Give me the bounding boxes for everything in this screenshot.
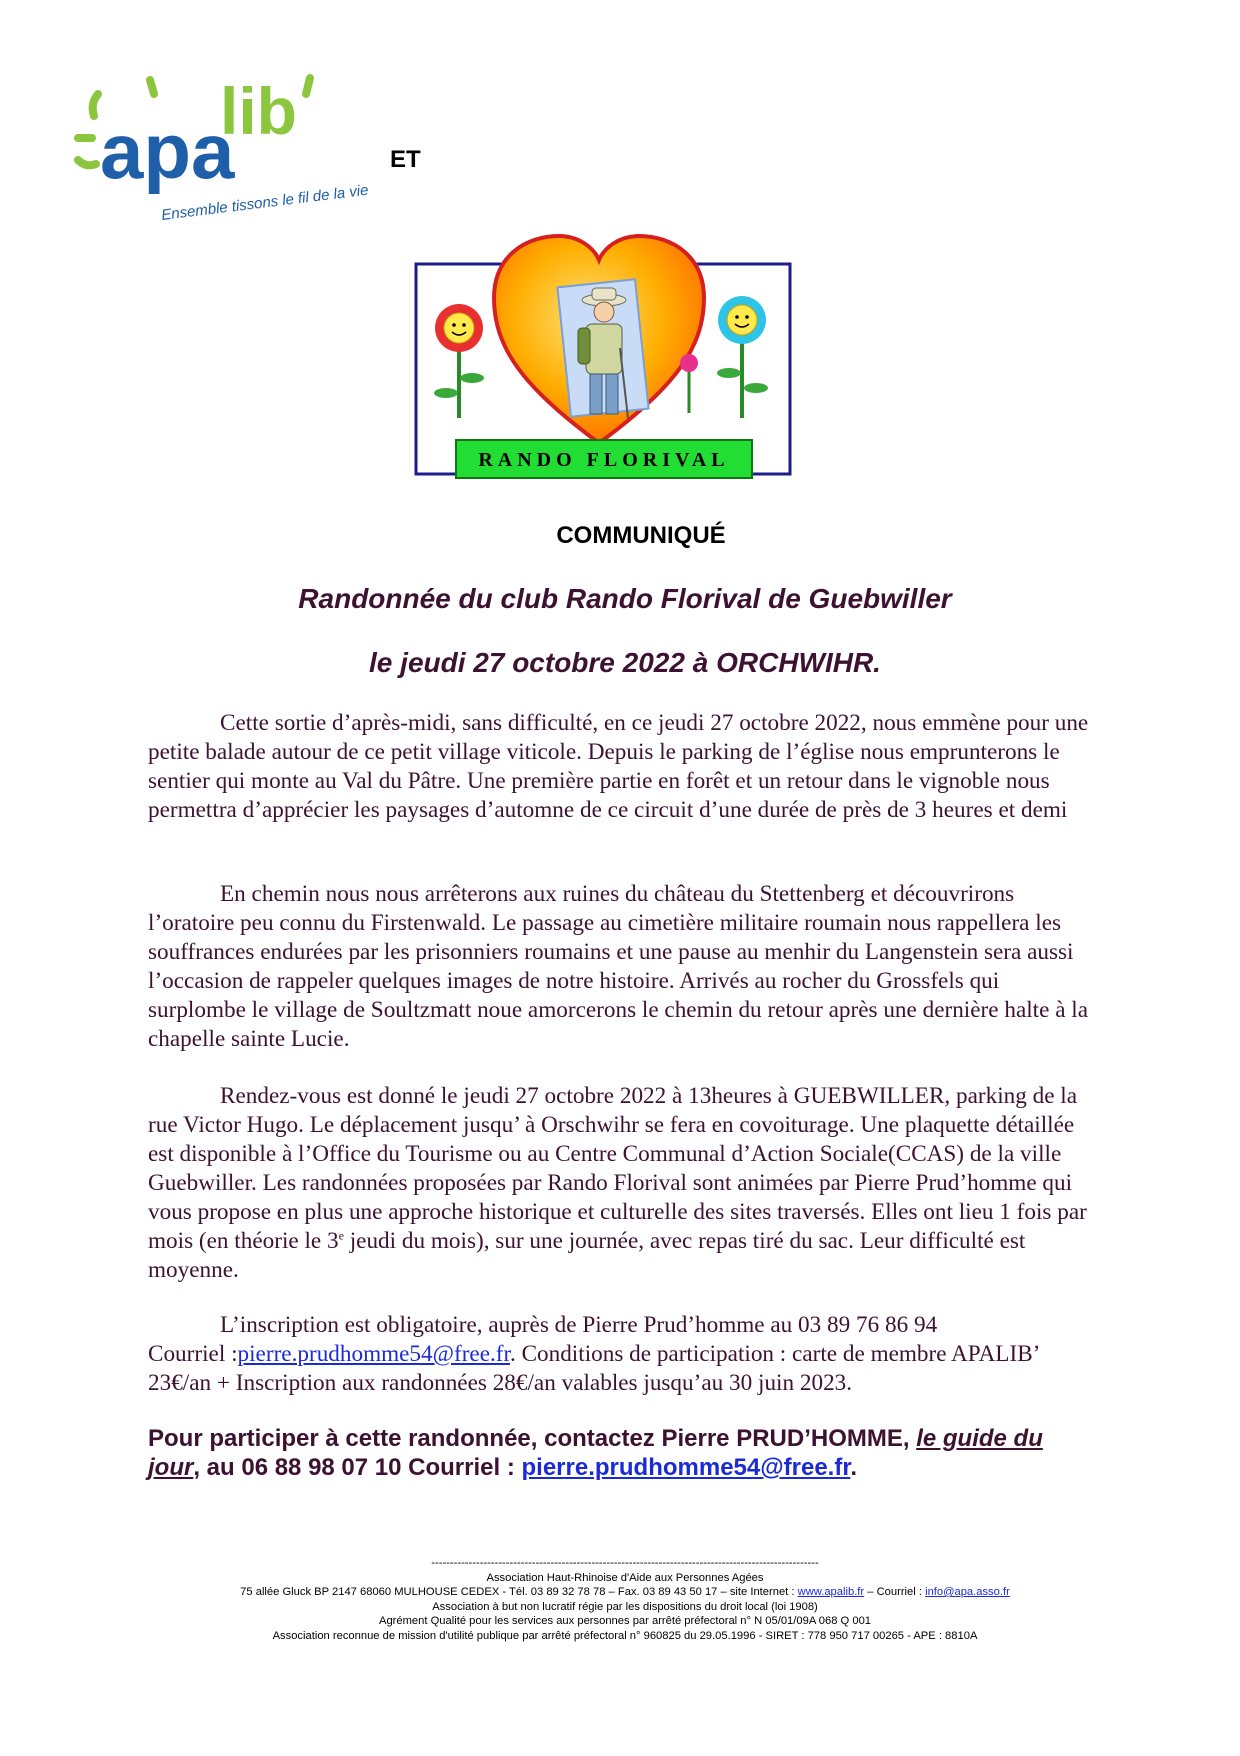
footer-legal-status: Association à but non lucratif régie par les dispositions du droit local (loi 1908) (432, 1600, 818, 1613)
footer (0, 1556, 1240, 1643)
et-label: ET (390, 146, 421, 173)
contact-phone-text: , au 06 88 98 07 10 Courriel : (193, 1454, 522, 1481)
guide-label: le guide du jour (148, 1425, 1043, 1481)
headline-line-1: Randonnée du club Rando Florival de Guebwiller (298, 583, 952, 614)
svg-text:apa: apa (100, 107, 235, 195)
headline-line-2: le jeudi 27 octobre 2022 à ORCHWIHR. (369, 647, 881, 678)
paragraph-rendezvous (148, 1082, 1098, 1285)
footer-agrement: Agrément Qualité pour les services aux personnes par arrêté préfectoral n° N 05/01/09A 068 Q 001 (378, 1615, 872, 1627)
rando-banner-text: RANDO FLORIVAL (478, 449, 730, 471)
footer-email-link[interactable]: info@apa.asso.fr (925, 1586, 1010, 1598)
rando-florival-illustration (414, 228, 804, 490)
rendezvous-text: Rendez-vous est donné le jeudi 27 octobre 2022 à 13heures à GUEBWILLER, parking de la rue Victor Hugo. Le déplacement jusqu’ à Orschwihr se fera en covoiturage. Une plaquette détaillée est disponible à l’Office du Tourisme ou au Centre Communal d’Action Sociale(CCAS) de la ville Guebwiller. Les randonnées proposées par Rando Florival sont animées par Pierre Prud’homme qui vous propose en plus une approche historique et culturelle des sites traversés. Elles ont lieu 1 fois par mois (en théorie le 3 (148, 1083, 1087, 1254)
paragraph-intro: Cette sortie d’après-midi, sans difficulté, en ce jeudi 27 octobre 2022, nous emmène pour une petite balade autour de ce petit village viticole. Depuis le parking de l’église nous emprunterons le sentier qui monte au Val du Pâtre. Une première partie en forêt et un retour dans le vignoble nous permettra d’apprécier les paysages d’automne de ce circuit d’une durée de près de 3 heures et demi (148, 710, 1089, 823)
courriel-label: Courriel : (148, 1341, 238, 1367)
rando-florival-logo (414, 228, 804, 490)
ordinal-suffix: e (338, 1228, 344, 1243)
communique-label: COMMUNIQUÉ (556, 522, 726, 549)
conditions-text: . Conditions de participation : carte de membre APALIB’ 23€/an + Inscription aux randonnées 28€/an valables jusqu’au 30 juin 2023. (148, 1341, 1039, 1396)
footer-courriel-text: – Courriel : (864, 1586, 926, 1598)
contact-callout (148, 1424, 1098, 1482)
contact-email-link[interactable]: pierre.prudhomme54@free.fr (521, 1454, 851, 1481)
organizer-email-link[interactable]: pierre.prudhomme54@free.fr (237, 1341, 510, 1367)
footer-separator: -------------------------------------------------------------------------------------------------------- (431, 1557, 819, 1569)
paragraph-inscription (148, 1311, 1098, 1398)
inscription-text: L’inscription est obligatoire, auprès de Pierre Prud’homme au 03 89 76 86 94 (220, 1312, 938, 1338)
footer-address (10, 1585, 1240, 1600)
footer-reconnaissance: Association reconnue de mission d'utilité publique par arrêté préfectoral n° 960825 du 29.05.1996 - SIRET : 778 950 717 00265 - APE : 8810A (272, 1629, 978, 1642)
paragraph-itinerary: En chemin nous nous arrêterons aux ruines du château du Stettenberg et découvrirons l’oratoire peu connu du Firstenwald. Le passage au cimetière militaire roumain nous rappellera les souffrances endurées par les prisonniers roumains et une pause au menhir du Langenstein sera aussi l’occasion de rappeler quelques images de notre histoire. Arrivés au rocher du Grossfels qui surplombe le village de Soultzmatt noue amorcerons le chemin du retour après une dernière halte à la chapelle sainte Lucie. (148, 881, 1089, 1052)
apalib-tagline: Ensemble tissons le fil de la vie (160, 181, 370, 222)
contact-period: . (850, 1454, 858, 1481)
footer-address-text: 75 allée Gluck BP 2147 68060 MULHOUSE CEDEX - Tél. 03 89 32 78 78 – Fax. 03 89 43 50 17 – site Internet : (240, 1586, 798, 1598)
footer-website-link[interactable]: www.apalib.fr (797, 1586, 865, 1598)
apalib-logo (70, 72, 390, 222)
svg-text:lib: lib (220, 74, 297, 148)
apalib-logo-graphic (70, 72, 390, 222)
footer-association-name: Association Haut-Rhinoise d'Aide aux Personnes Agées (486, 1571, 764, 1584)
rendezvous-text-end: jeudi du mois), sur une journée, avec repas tiré du sac. Leur difficulté est moyenne. (148, 1228, 1026, 1283)
contact-text: Pour participer à cette randonnée, contactez Pierre PRUD’HOMME, (148, 1425, 917, 1452)
